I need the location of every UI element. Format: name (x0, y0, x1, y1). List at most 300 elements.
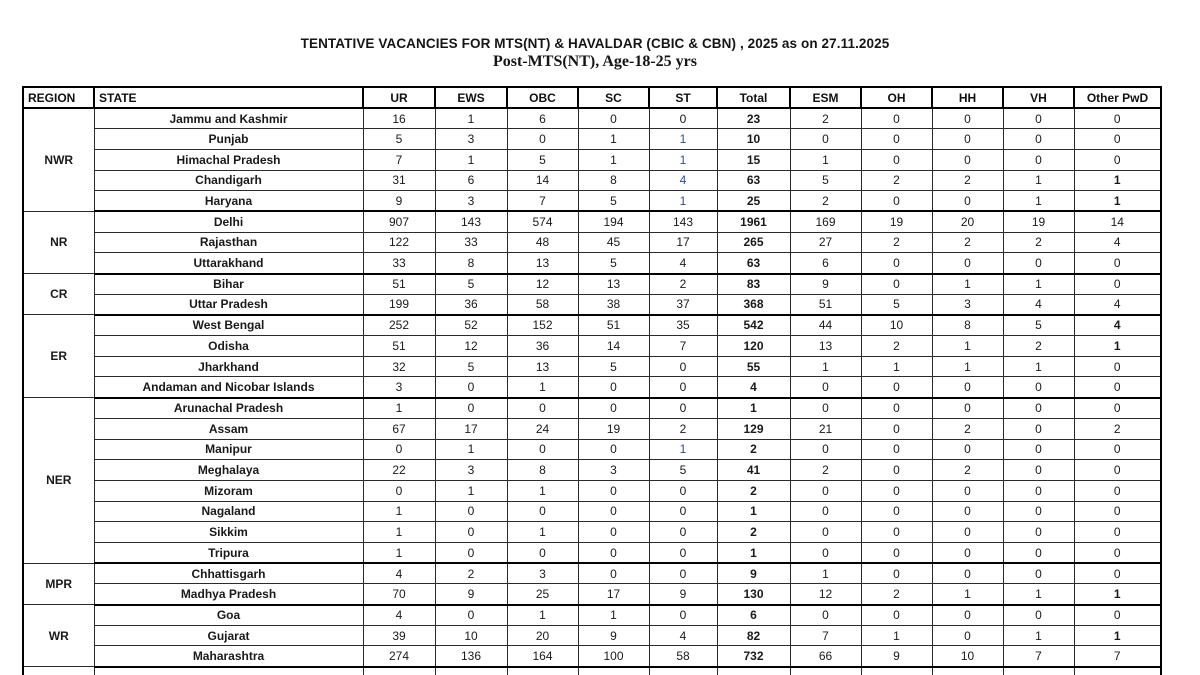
cell-total: 4 (717, 377, 790, 398)
cell-ews: 1 (435, 108, 507, 129)
table-row (23, 398, 1161, 419)
cell-total: 2 (717, 480, 790, 501)
state-cell: Assam (94, 418, 363, 439)
cell-esm: 1 (790, 356, 861, 377)
cell-vh: 2 (1003, 336, 1074, 357)
cell-sc: 14 (578, 336, 649, 357)
cell-esm: 51 (790, 294, 861, 315)
cell-total: 55 (717, 356, 790, 377)
cell-oh: 0 (861, 108, 932, 129)
cell-oh: 2 (861, 232, 932, 253)
cell-st: 0 (649, 377, 717, 398)
empty-cell (23, 667, 94, 675)
cell-total: 41 (717, 460, 790, 481)
cell-other-pwd: 0 (1074, 253, 1161, 274)
cell-other-pwd: 0 (1074, 563, 1161, 584)
state-cell: Chandigarh (94, 170, 363, 191)
cell-vh: 1 (1003, 625, 1074, 646)
cell-oh: 0 (861, 501, 932, 522)
cell-vh: 4 (1003, 294, 1074, 315)
table-row (23, 232, 1161, 253)
table-row (23, 294, 1161, 315)
table-row (23, 542, 1161, 563)
cell-sc: 19 (578, 418, 649, 439)
cell-obc: 1 (507, 377, 578, 398)
cell-other-pwd: 14 (1074, 211, 1161, 232)
state-cell: Rajasthan (94, 232, 363, 253)
table-row (23, 253, 1161, 274)
cell-vh: 1 (1003, 584, 1074, 605)
table-header (23, 87, 1161, 108)
cell-other-pwd: 0 (1074, 542, 1161, 563)
cell-obc: 14 (507, 170, 578, 191)
cell-vh: 0 (1003, 605, 1074, 626)
cell-esm: 7 (790, 625, 861, 646)
cell-ews: 0 (435, 605, 507, 626)
state-cell: Tripura (94, 542, 363, 563)
cell-total: 1 (717, 501, 790, 522)
cell-sc: 5 (578, 356, 649, 377)
cell-st: 0 (649, 522, 717, 543)
cell-esm: 2 (790, 191, 861, 212)
cell-sc: 0 (578, 108, 649, 129)
cell-st: 4 (649, 253, 717, 274)
column-header-other-pwd: Other PwD (1074, 87, 1161, 108)
empty-cell (94, 667, 363, 675)
state-cell: Nagaland (94, 501, 363, 522)
cell-oh: 19 (861, 211, 932, 232)
cell-ur: 9 (363, 191, 435, 212)
cell-st: 7 (649, 336, 717, 357)
cell-other-pwd: 1 (1074, 170, 1161, 191)
cell-hh: 0 (932, 480, 1003, 501)
cell-st: 0 (649, 480, 717, 501)
cell-vh: 0 (1003, 398, 1074, 419)
cell-ews: 0 (435, 542, 507, 563)
region-cell-ner: NER (23, 398, 94, 564)
column-header-sc: SC (578, 87, 649, 108)
cell-total: 1961 (717, 211, 790, 232)
cell-ews: 36 (435, 294, 507, 315)
empty-cell (507, 667, 578, 675)
cell-ur: 252 (363, 315, 435, 336)
table-row (23, 377, 1161, 398)
cell-oh: 0 (861, 418, 932, 439)
cell-ur: 199 (363, 294, 435, 315)
cell-vh: 1 (1003, 274, 1074, 295)
cell-esm: 0 (790, 377, 861, 398)
cell-ews: 17 (435, 418, 507, 439)
cell-other-pwd: 1 (1074, 191, 1161, 212)
cell-sc: 8 (578, 170, 649, 191)
cell-total: 120 (717, 336, 790, 357)
table-row (23, 522, 1161, 543)
cell-hh: 2 (932, 418, 1003, 439)
column-header-ur: UR (363, 87, 435, 108)
state-cell: Meghalaya (94, 460, 363, 481)
cell-hh: 0 (932, 253, 1003, 274)
cell-esm: 0 (790, 522, 861, 543)
cell-ews: 3 (435, 460, 507, 481)
cell-obc: 0 (507, 501, 578, 522)
cell-obc: 12 (507, 274, 578, 295)
cell-total: 10 (717, 129, 790, 150)
cell-oh: 0 (861, 398, 932, 419)
cell-other-pwd: 0 (1074, 356, 1161, 377)
cell-ur: 1 (363, 522, 435, 543)
cell-ews: 0 (435, 377, 507, 398)
empty-cell (578, 667, 649, 675)
empty-cell (1003, 667, 1074, 675)
cell-other-pwd: 0 (1074, 605, 1161, 626)
column-header-obc: OBC (507, 87, 578, 108)
cell-ur: 0 (363, 439, 435, 460)
cell-esm: 169 (790, 211, 861, 232)
state-cell: Madhya Pradesh (94, 584, 363, 605)
table-row (23, 480, 1161, 501)
cell-ur: 39 (363, 625, 435, 646)
cell-st: 35 (649, 315, 717, 336)
cell-vh: 19 (1003, 211, 1074, 232)
cell-total: 265 (717, 232, 790, 253)
cell-obc: 24 (507, 418, 578, 439)
cell-obc: 164 (507, 646, 578, 667)
cell-ur: 1 (363, 542, 435, 563)
cell-ur: 67 (363, 418, 435, 439)
cell-other-pwd: 0 (1074, 108, 1161, 129)
cell-vh: 0 (1003, 563, 1074, 584)
cell-obc: 36 (507, 336, 578, 357)
column-header-region: REGION (23, 87, 94, 108)
cell-esm: 13 (790, 336, 861, 357)
column-header-st: ST (649, 87, 717, 108)
cell-ur: 16 (363, 108, 435, 129)
cell-st: 0 (649, 398, 717, 419)
cell-other-pwd: 0 (1074, 460, 1161, 481)
cell-hh: 0 (932, 563, 1003, 584)
state-cell: Uttar Pradesh (94, 294, 363, 315)
cell-esm: 21 (790, 418, 861, 439)
cell-ews: 52 (435, 315, 507, 336)
cell-sc: 0 (578, 522, 649, 543)
cell-hh: 0 (932, 522, 1003, 543)
cell-oh: 9 (861, 646, 932, 667)
table-row (23, 625, 1161, 646)
cell-total: 63 (717, 170, 790, 191)
cell-ur: 1 (363, 398, 435, 419)
cell-vh: 2 (1003, 232, 1074, 253)
state-cell: Goa (94, 605, 363, 626)
state-cell: Chhattisgarh (94, 563, 363, 584)
cell-ur: 0 (363, 480, 435, 501)
cell-sc: 0 (578, 377, 649, 398)
state-cell: Delhi (94, 211, 363, 232)
cell-ews: 0 (435, 522, 507, 543)
cell-esm: 2 (790, 108, 861, 129)
region-cell-wr: WR (23, 605, 94, 667)
cell-vh: 1 (1003, 170, 1074, 191)
table-row (23, 460, 1161, 481)
cell-sc: 51 (578, 315, 649, 336)
cell-obc: 1 (507, 522, 578, 543)
state-cell: Punjab (94, 129, 363, 150)
region-cell-er: ER (23, 315, 94, 398)
cell-st: 1 (649, 439, 717, 460)
column-header-esm: ESM (790, 87, 861, 108)
cell-sc: 1 (578, 129, 649, 150)
cell-hh: 0 (932, 129, 1003, 150)
cell-ur: 5 (363, 129, 435, 150)
state-cell: Gujarat (94, 625, 363, 646)
cell-obc: 0 (507, 439, 578, 460)
cell-sc: 13 (578, 274, 649, 295)
cell-ur: 51 (363, 336, 435, 357)
cell-oh: 1 (861, 356, 932, 377)
cell-sc: 0 (578, 480, 649, 501)
region-cell-cr: CR (23, 274, 94, 315)
state-cell: Arunachal Pradesh (94, 398, 363, 419)
cell-ews: 1 (435, 149, 507, 170)
cell-oh: 0 (861, 522, 932, 543)
cell-total: 83 (717, 274, 790, 295)
cell-st: 37 (649, 294, 717, 315)
cell-esm: 0 (790, 398, 861, 419)
cell-oh: 0 (861, 191, 932, 212)
table-row (23, 584, 1161, 605)
cell-ews: 5 (435, 356, 507, 377)
cell-ur: 33 (363, 253, 435, 274)
empty-cell (435, 667, 507, 675)
cell-hh: 0 (932, 377, 1003, 398)
cell-other-pwd: 4 (1074, 232, 1161, 253)
cell-esm: 1 (790, 563, 861, 584)
cell-sc: 100 (578, 646, 649, 667)
cell-ur: 4 (363, 563, 435, 584)
cell-st: 4 (649, 625, 717, 646)
cell-total: 15 (717, 149, 790, 170)
cell-oh: 0 (861, 439, 932, 460)
empty-cell (790, 667, 861, 675)
cell-obc: 13 (507, 356, 578, 377)
table-row (23, 646, 1161, 667)
cell-vh: 5 (1003, 315, 1074, 336)
cell-ur: 51 (363, 274, 435, 295)
document-title: TENTATIVE VACANCIES FOR MTS(NT) & HAVALDAR (CBIC & CBN) , 2025 as on 27.11.2025 (300, 36, 890, 51)
cell-other-pwd: 0 (1074, 274, 1161, 295)
cell-other-pwd: 0 (1074, 480, 1161, 501)
cell-st: 58 (649, 646, 717, 667)
cell-st: 1 (649, 191, 717, 212)
state-cell: Haryana (94, 191, 363, 212)
cell-obc: 3 (507, 563, 578, 584)
cell-esm: 0 (790, 542, 861, 563)
cell-ews: 6 (435, 170, 507, 191)
cell-other-pwd: 1 (1074, 584, 1161, 605)
cell-esm: 0 (790, 480, 861, 501)
cell-total: 6 (717, 605, 790, 626)
cell-other-pwd: 0 (1074, 149, 1161, 170)
cell-ews: 1 (435, 439, 507, 460)
cell-total: 9 (717, 563, 790, 584)
cell-oh: 0 (861, 563, 932, 584)
table-row (23, 129, 1161, 150)
cell-vh: 0 (1003, 460, 1074, 481)
state-cell: West Bengal (94, 315, 363, 336)
cell-esm: 0 (790, 129, 861, 150)
cell-esm: 27 (790, 232, 861, 253)
state-cell: Maharashtra (94, 646, 363, 667)
table-row (23, 108, 1161, 129)
cell-st: 5 (649, 460, 717, 481)
cell-sc: 45 (578, 232, 649, 253)
cell-st: 1 (649, 149, 717, 170)
cell-other-pwd: 1 (1074, 336, 1161, 357)
cell-vh: 1 (1003, 191, 1074, 212)
cell-hh: 0 (932, 605, 1003, 626)
cell-st: 0 (649, 108, 717, 129)
cell-ews: 5 (435, 274, 507, 295)
state-cell: Mizoram (94, 480, 363, 501)
cell-sc: 194 (578, 211, 649, 232)
cell-sc: 0 (578, 439, 649, 460)
table-body (23, 108, 1161, 675)
cell-ews: 0 (435, 398, 507, 419)
cell-obc: 1 (507, 480, 578, 501)
cell-ews: 3 (435, 129, 507, 150)
cell-hh: 0 (932, 439, 1003, 460)
cell-hh: 8 (932, 315, 1003, 336)
cell-ews: 9 (435, 584, 507, 605)
cell-obc: 20 (507, 625, 578, 646)
cell-total: 2 (717, 522, 790, 543)
cell-ews: 33 (435, 232, 507, 253)
table-row (23, 605, 1161, 626)
table-row (23, 149, 1161, 170)
cell-hh: 0 (932, 625, 1003, 646)
cell-ur: 4 (363, 605, 435, 626)
state-cell: Bihar (94, 274, 363, 295)
cell-esm: 66 (790, 646, 861, 667)
column-header-ews: EWS (435, 87, 507, 108)
cell-oh: 0 (861, 129, 932, 150)
table-row (23, 191, 1161, 212)
table-row (23, 356, 1161, 377)
cell-hh: 2 (932, 460, 1003, 481)
cell-st: 17 (649, 232, 717, 253)
cell-sc: 38 (578, 294, 649, 315)
cell-total: 63 (717, 253, 790, 274)
cell-other-pwd: 0 (1074, 129, 1161, 150)
cell-vh: 0 (1003, 253, 1074, 274)
cell-vh: 0 (1003, 108, 1074, 129)
cell-hh: 0 (932, 398, 1003, 419)
cell-total: 129 (717, 418, 790, 439)
cell-total: 130 (717, 584, 790, 605)
cell-hh: 0 (932, 149, 1003, 170)
cell-ur: 22 (363, 460, 435, 481)
cell-obc: 1 (507, 605, 578, 626)
cell-oh: 0 (861, 377, 932, 398)
cell-hh: 0 (932, 191, 1003, 212)
state-cell: Himachal Pradesh (94, 149, 363, 170)
region-cell-mpr: MPR (23, 563, 94, 604)
state-cell: Sikkim (94, 522, 363, 543)
cell-oh: 10 (861, 315, 932, 336)
cell-oh: 0 (861, 274, 932, 295)
cell-esm: 6 (790, 253, 861, 274)
region-cell-nr: NR (23, 211, 94, 273)
cell-hh: 1 (932, 274, 1003, 295)
cell-vh: 0 (1003, 418, 1074, 439)
cell-oh: 0 (861, 149, 932, 170)
cell-ur: 907 (363, 211, 435, 232)
cell-sc: 0 (578, 501, 649, 522)
cell-oh: 2 (861, 584, 932, 605)
cell-ur: 31 (363, 170, 435, 191)
cell-obc: 0 (507, 398, 578, 419)
cell-obc: 48 (507, 232, 578, 253)
cell-st: 143 (649, 211, 717, 232)
cell-st: 2 (649, 274, 717, 295)
cell-oh: 0 (861, 605, 932, 626)
cell-esm: 0 (790, 605, 861, 626)
cell-other-pwd: 0 (1074, 501, 1161, 522)
cell-st: 0 (649, 605, 717, 626)
cell-other-pwd: 4 (1074, 294, 1161, 315)
cell-obc: 25 (507, 584, 578, 605)
cell-other-pwd: 0 (1074, 377, 1161, 398)
table-row (23, 274, 1161, 295)
cell-st: 4 (649, 170, 717, 191)
cell-st: 1 (649, 129, 717, 150)
cell-total: 2 (717, 439, 790, 460)
cell-ur: 3 (363, 377, 435, 398)
cell-hh: 1 (932, 356, 1003, 377)
cell-st: 2 (649, 418, 717, 439)
header-row (23, 87, 1161, 108)
cell-sc: 1 (578, 149, 649, 170)
cell-ur: 7 (363, 149, 435, 170)
cell-vh: 0 (1003, 129, 1074, 150)
cell-total: 1 (717, 542, 790, 563)
table-row (23, 501, 1161, 522)
cell-oh: 0 (861, 542, 932, 563)
cell-total: 368 (717, 294, 790, 315)
cell-esm: 44 (790, 315, 861, 336)
state-cell: Jharkhand (94, 356, 363, 377)
cell-st: 0 (649, 563, 717, 584)
cell-obc: 0 (507, 542, 578, 563)
empty-cell (932, 667, 1003, 675)
cell-ews: 1 (435, 480, 507, 501)
column-header-state: STATE (94, 87, 363, 108)
cell-ur: 1 (363, 501, 435, 522)
cell-hh: 20 (932, 211, 1003, 232)
state-cell: Uttarakhand (94, 253, 363, 274)
cell-st: 0 (649, 501, 717, 522)
table-row (23, 211, 1161, 232)
state-cell: Manipur (94, 439, 363, 460)
cell-esm: 5 (790, 170, 861, 191)
cell-ews: 0 (435, 501, 507, 522)
cell-obc: 574 (507, 211, 578, 232)
empty-cell (1074, 667, 1161, 675)
cell-hh: 10 (932, 646, 1003, 667)
cell-oh: 0 (861, 253, 932, 274)
cell-sc: 5 (578, 191, 649, 212)
cell-ews: 143 (435, 211, 507, 232)
table-row (23, 439, 1161, 460)
